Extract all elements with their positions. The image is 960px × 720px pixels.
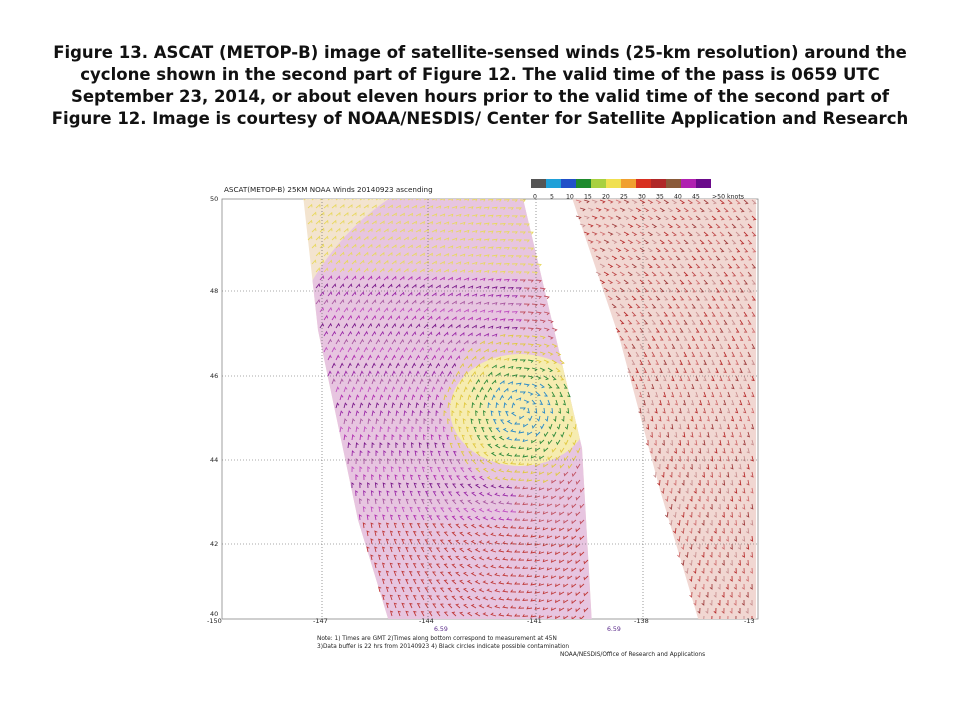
- legend-label: 25: [620, 193, 628, 201]
- legend-label: >50 knots: [712, 193, 744, 201]
- legend-label: 20: [602, 193, 610, 201]
- lat-label: 50: [210, 195, 219, 203]
- speed-legend: [531, 179, 744, 201]
- lat-label: 42: [210, 540, 219, 548]
- legend-swatch: [651, 179, 666, 188]
- lat-label: 46: [210, 372, 219, 380]
- lon-label: -147: [313, 617, 328, 625]
- pass-time-label: 6.59: [434, 626, 448, 633]
- legend-swatch: [546, 179, 561, 188]
- legend-swatch: [666, 179, 681, 188]
- legend-swatch: [561, 179, 576, 188]
- legend-swatch: [681, 179, 696, 188]
- legend-label: 5: [550, 193, 554, 201]
- legend-swatch: [606, 179, 621, 188]
- pass-time-label: 6.59: [607, 626, 621, 633]
- credit-line: NOAA/NESDIS/Office of Research and Applications: [560, 652, 706, 658]
- note-line: 3)Data buffer is 22 hrs from 20140923 4) Black circles indicate possible contamination: [317, 644, 570, 650]
- legend-swatch: [621, 179, 636, 188]
- legend-swatch: [636, 179, 651, 188]
- legend-label: 30: [638, 193, 646, 201]
- legend-swatch: [696, 179, 711, 188]
- lat-label: 40: [210, 610, 219, 618]
- legend-swatch: [591, 179, 606, 188]
- map-header: ASCAT(METOP-B) 25KM NOAA Winds 20140923 ascending: [224, 185, 433, 194]
- lon-label: -138: [634, 617, 649, 625]
- legend-label: 15: [584, 193, 592, 201]
- lon-label: -144: [419, 617, 434, 625]
- lat-label: 44: [210, 456, 219, 464]
- lon-label: -13: [744, 617, 755, 625]
- legend-label: 0: [533, 193, 537, 201]
- legend-label: 35: [656, 193, 664, 201]
- figure-caption: Figure 13. ASCAT (METOP-B) image of satellite-sensed winds (25-km resolution) around the cyclone shown in the second part of Figure 12. The valid time of the pass is 0659 UTC September 23, 2014, or about eleven hours prior to the valid time of the second part of Figure 12. Image is courtesy of NOAA/NESDIS/ Center for Satellite Application and Research: [51, 43, 909, 128]
- legend-swatch: [531, 179, 546, 188]
- note-line: Note: 1) Times are GMT 2)Times along bottom correspond to measurement at 45N: [317, 636, 557, 642]
- lat-label: 48: [210, 287, 219, 295]
- lon-label: -141: [527, 617, 542, 625]
- legend-swatch: [576, 179, 591, 188]
- legend-label: 10: [566, 193, 574, 201]
- lon-label: -150: [207, 617, 222, 625]
- legend-label: 45: [692, 193, 700, 201]
- legend-label: 40: [674, 193, 682, 201]
